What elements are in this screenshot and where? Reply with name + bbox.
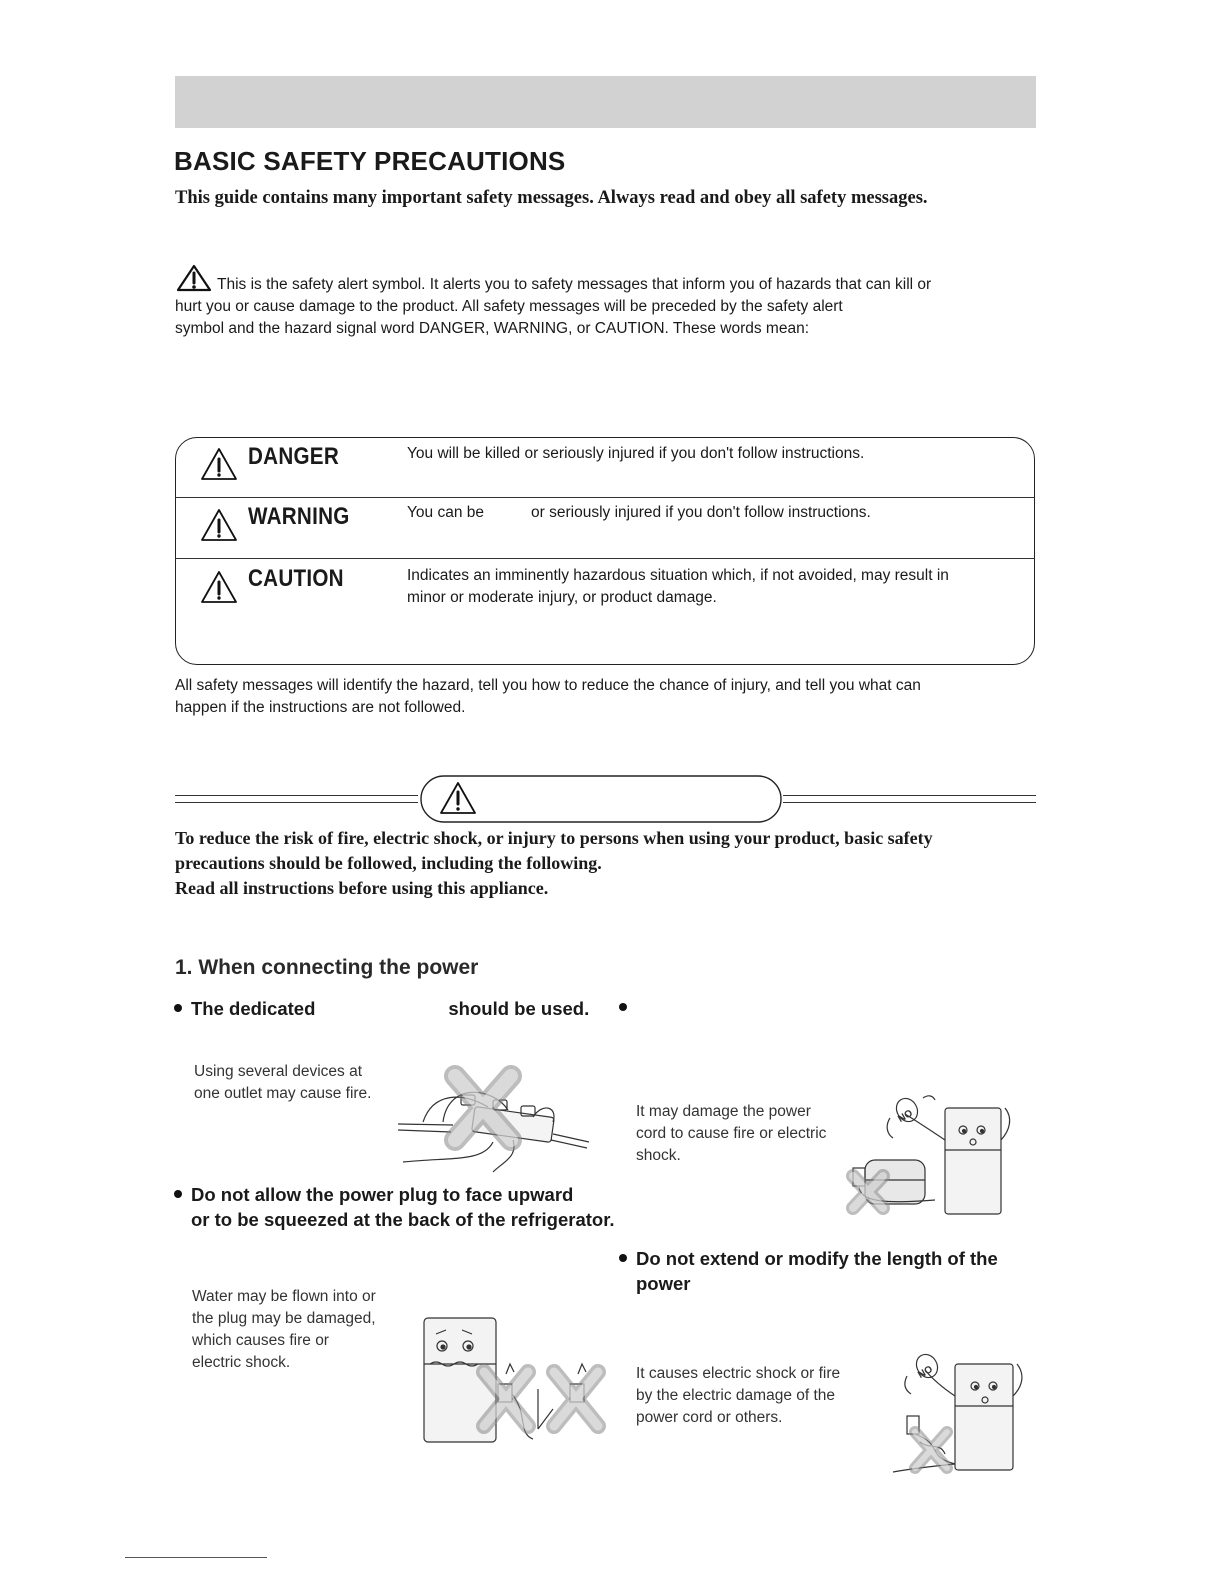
safety-alert-icon: [175, 264, 213, 292]
warning-triangle-icon: [200, 569, 238, 605]
note-water-plug: Water may be flown into or the plug may be damaged, which causes fire or electric shock.: [192, 1288, 376, 1371]
bullet-heading-extend-cord: Do not extend or modify the length of the: [619, 1246, 998, 1272]
bullet-heading-power-plug-cont: or to be squeezed at the back of the refrigerator.: [191, 1209, 615, 1230]
no-text: NO: [896, 1107, 915, 1125]
double-rule-right: [783, 795, 1036, 796]
warning-triangle-icon: [200, 446, 238, 482]
bullet-icon: [174, 1004, 182, 1012]
fridge-cord-illustration: [885, 1346, 1035, 1478]
important-instructions: To reduce the risk of fire, electric shock, or injury to persons when using your product, basic safety precautions should be followed, including the following. Read all instructions before using this appliance.: [175, 828, 933, 898]
intro-line-1: This is the safety alert symbol. It alerts you to safety messages that inform you of hazards that can kill or: [175, 264, 1035, 296]
note-damage-cord: It may damage the power cord to cause fire or electric shock.: [636, 1103, 827, 1164]
no-sign-icon: [484, 1372, 598, 1426]
section-title: 1. When connecting the power: [175, 956, 479, 979]
signal-caution: CAUTION: [248, 565, 344, 592]
double-rule-left: [175, 802, 418, 803]
signal-danger-desc: You will be killed or seriously injured if you don't follow instructions.: [407, 445, 865, 462]
bullet-heading-power-plug: Do not allow the power plug to face upward: [174, 1182, 573, 1208]
bullet-heading-dedicated-outlet: The dedicated should be used.: [174, 996, 589, 1022]
warning-triangle-icon: [439, 780, 477, 816]
signal-danger: DANGER: [248, 443, 339, 470]
signal-warning: WARNING: [248, 503, 350, 530]
note-multiple-devices: Using several devices at one outlet may cause fire.: [194, 1063, 372, 1102]
box-divider: [175, 558, 1035, 559]
bullet-heading-extend-cord-cont: power: [636, 1273, 691, 1294]
signal-word-box: [175, 437, 1035, 665]
hazard-info-paragraph: All safety messages will identify the hazard, tell you how to reduce the chance of injury, and tell you what can happen if the instructions are not followed.: [175, 677, 921, 716]
double-rule-right: [783, 802, 1036, 803]
fridge-plug-illustration: [418, 1314, 608, 1446]
power-strip-illustration: [393, 1062, 593, 1174]
signal-warning-desc: You can be or seriously injured if you don't follow instructions.: [407, 504, 871, 521]
bullet-icon: [174, 1190, 182, 1198]
bullet-icon: [619, 1254, 627, 1262]
page-subtitle: This guide contains many important safety messages. Always read and obey all safety messages.: [175, 188, 928, 208]
box-divider: [175, 497, 1035, 498]
signal-caution-desc: Indicates an imminently hazardous situation which, if not avoided, may result in minor or moderate injury, or product damage.: [407, 567, 949, 606]
note-electric-shock: It causes electric shock or fire by the electric damage of the power cord or others.: [636, 1365, 841, 1426]
warning-triangle-icon: [200, 507, 238, 543]
footer-underline: [125, 1557, 267, 1558]
page-title: BASIC SAFETY PRECAUTIONS: [174, 146, 566, 176]
double-rule-left: [175, 795, 418, 796]
intro-line-3: symbol and the hazard signal word DANGER, WARNING, or CAUTION. These words mean:: [175, 320, 809, 337]
bullet-icon: [619, 1003, 627, 1011]
header-bar: [175, 76, 1036, 128]
fridge-chair-illustration: [845, 1090, 1025, 1222]
intro-line-2: hurt you or cause damage to the product. All safety messages will be preceded by the safety alert: [175, 298, 843, 315]
no-text: NO: [916, 1363, 935, 1381]
intro-paragraph: [175, 264, 1035, 340]
